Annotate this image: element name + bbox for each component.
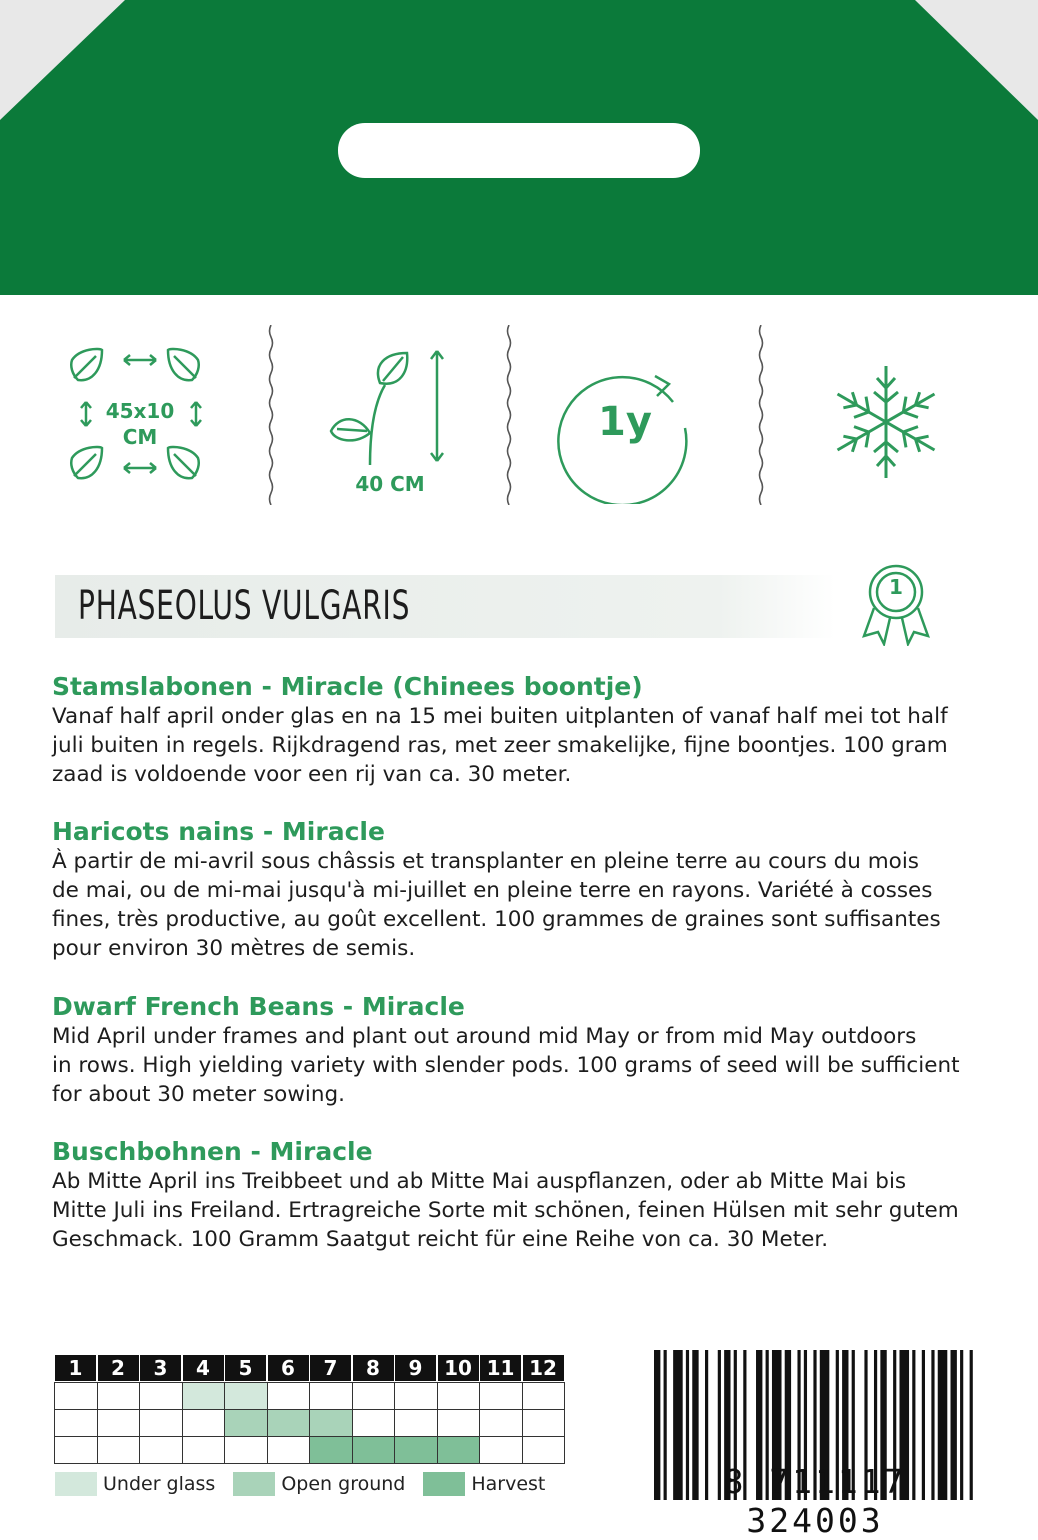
section-english bbox=[52, 992, 982, 1109]
month-label: 9 bbox=[395, 1355, 436, 1381]
legend-swatch bbox=[55, 1472, 97, 1496]
section-dutch bbox=[52, 672, 982, 789]
calendar-cell bbox=[267, 1409, 311, 1437]
badge-number: 1 bbox=[889, 575, 903, 599]
section-body: Vanaf half april onder glas en na 15 mei buiten uitplanten of vanaf half mei tot half juli buiten in regels. Rijkdragend ras, met zeer smakelijke, fijne boontjes. 100 gram zaad is voldoende voor een rij van ca. 30 meter. bbox=[52, 704, 948, 787]
calendar-cell bbox=[522, 1436, 566, 1464]
section-french bbox=[52, 817, 982, 963]
month-label: 8 bbox=[353, 1355, 394, 1381]
calendar-cell bbox=[267, 1436, 311, 1464]
section-title: Haricots nains - Miracle bbox=[52, 817, 385, 846]
calendar-cell bbox=[352, 1409, 396, 1437]
calendar-cell bbox=[522, 1382, 566, 1410]
calendar-cell bbox=[437, 1409, 481, 1437]
calendar-cell bbox=[479, 1382, 523, 1410]
calendar-cell bbox=[54, 1436, 98, 1464]
legend-item bbox=[423, 1472, 545, 1496]
icons-row bbox=[0, 300, 1038, 530]
month-label: 11 bbox=[480, 1355, 521, 1381]
legend-item bbox=[55, 1472, 215, 1496]
calendar-cell bbox=[479, 1436, 523, 1464]
calendar-cell bbox=[352, 1436, 396, 1464]
plant-height-icon bbox=[325, 345, 455, 475]
calendar-cell bbox=[267, 1382, 311, 1410]
month-label: 12 bbox=[523, 1355, 564, 1381]
calendar-cell bbox=[309, 1382, 353, 1410]
calendar-cell bbox=[522, 1409, 566, 1437]
calendar-cell bbox=[139, 1382, 183, 1410]
legend-swatch bbox=[423, 1472, 465, 1496]
calendar-cell bbox=[139, 1409, 183, 1437]
calendar-cell bbox=[309, 1409, 353, 1437]
calendar-legend bbox=[55, 1472, 563, 1496]
calendar-cell bbox=[97, 1382, 141, 1410]
plant-height-label: 40 CM bbox=[355, 472, 425, 496]
barcode-number: 8 711117 324003 bbox=[723, 1462, 907, 1540]
calendar-cell bbox=[139, 1436, 183, 1464]
header-banner bbox=[0, 0, 1038, 295]
calendar-cell bbox=[224, 1409, 268, 1437]
hanging-slot bbox=[338, 123, 700, 178]
section-title: Stamslabonen - Miracle (Chinees boontje) bbox=[52, 672, 643, 701]
calendar-cell bbox=[352, 1382, 396, 1410]
calendar-grid bbox=[55, 1383, 565, 1464]
section-title: Dwarf French Beans - Miracle bbox=[52, 992, 465, 1021]
sowing-calendar bbox=[55, 1355, 565, 1381]
calendar-cell bbox=[437, 1382, 481, 1410]
snowflake-icon bbox=[830, 360, 942, 484]
legend-swatch bbox=[233, 1472, 275, 1496]
calendar-cell bbox=[394, 1409, 438, 1437]
legend-label: Open ground bbox=[281, 1473, 406, 1495]
calendar-cell bbox=[309, 1436, 353, 1464]
calendar-cell bbox=[54, 1382, 98, 1410]
legend-label: Harvest bbox=[471, 1473, 546, 1495]
calendar-cell bbox=[224, 1436, 268, 1464]
month-label: 6 bbox=[268, 1355, 309, 1381]
calendar-cell bbox=[97, 1409, 141, 1437]
legend-label: Under glass bbox=[103, 1473, 216, 1495]
wavy-divider bbox=[758, 325, 764, 505]
legend-item bbox=[233, 1472, 405, 1496]
section-title: Buschbohnen - Miracle bbox=[52, 1137, 373, 1166]
section-body: Ab Mitte April ins Treibbeet und ab Mitte Mai auspflanzen, oder ab Mitte Mai bis Mitte Juli ins Freiland. Ertragreiche Sorte mit schönen, feinen Hülsen mit sehr gutem Geschmack. 100 Gramm Saatgut reicht für eine Reihe von ca. 30 Meter. bbox=[52, 1169, 959, 1252]
latin-name: PHASEOLUS VULGARIS bbox=[78, 583, 411, 629]
section-body: Mid April under frames and plant out around mid May or from mid May outdoors in rows. High yielding variety with slender pods. 100 grams of seed will be sufficient for about 30 meter sowing. bbox=[52, 1024, 960, 1107]
calendar-cell bbox=[394, 1436, 438, 1464]
calendar-row bbox=[55, 1383, 565, 1410]
month-label: 7 bbox=[310, 1355, 351, 1381]
section-german bbox=[52, 1137, 982, 1254]
section-body: À partir de mi-avril sous châssis et transplanter en pleine terre au cours du mois de mai, ou de mi-mai jusqu'à mi-juillet en pleine terre en rayons. Variété à cosses fines, très productive, au goût excellent. 100 grammes de graines sont suffisantes pour environ 30 mètres de semis. bbox=[52, 849, 941, 961]
calendar-header bbox=[55, 1355, 565, 1381]
calendar-row bbox=[55, 1410, 565, 1437]
calendar-cell bbox=[394, 1382, 438, 1410]
month-label: 5 bbox=[225, 1355, 266, 1381]
calendar-cell bbox=[437, 1436, 481, 1464]
spacing-label: 45x10 CM bbox=[105, 399, 175, 449]
calendar-cell bbox=[97, 1436, 141, 1464]
wavy-divider bbox=[268, 325, 274, 505]
month-label: 1 bbox=[55, 1355, 96, 1381]
leaf-icon bbox=[71, 349, 102, 380]
calendar-cell bbox=[479, 1409, 523, 1437]
calendar-row bbox=[55, 1437, 565, 1464]
annual-cycle-label: 1y bbox=[598, 399, 652, 445]
calendar-cell bbox=[182, 1436, 226, 1464]
calendar-cell bbox=[224, 1382, 268, 1410]
month-label: 10 bbox=[438, 1355, 479, 1381]
wavy-divider bbox=[506, 325, 512, 505]
month-label: 4 bbox=[183, 1355, 224, 1381]
calendar-cell bbox=[182, 1382, 226, 1410]
calendar-cell bbox=[182, 1409, 226, 1437]
calendar-cell bbox=[54, 1409, 98, 1437]
month-label: 2 bbox=[98, 1355, 139, 1381]
month-label: 3 bbox=[140, 1355, 181, 1381]
